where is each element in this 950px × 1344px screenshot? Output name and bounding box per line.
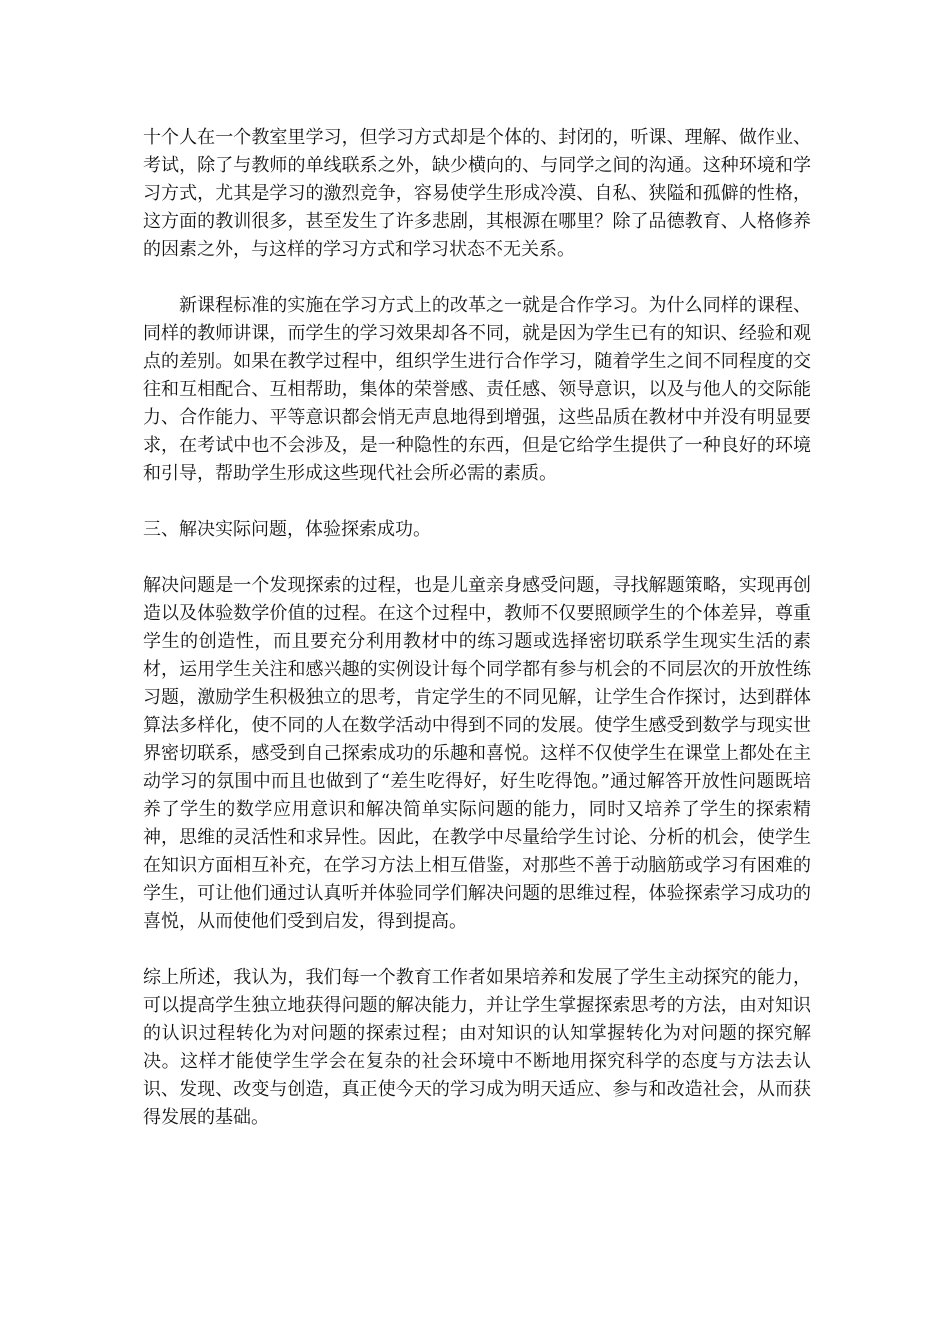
section-heading: 三、解决实际问题，体验探索成功。 <box>143 519 431 540</box>
paragraph-conclusion: 综上所述，我认为，我们每一个教育工作者如果培养和发展了学生主动探究的能力，可以提高学生独立地获得问题的解决能力，并让学生掌握探索思考的方法，由对知识的认识过程转化为对问题的探索过程；由对知识的认知掌握转化为对问题的探究解决。这样才能使学生学会在复杂的社会环境中不断地用探究科学的态度与方法去认识、发现、改变与创造，真正使今天的学习成为明天适应、参与和改造社会，从而获得发展的基础。 <box>143 967 811 1128</box>
paragraph-cooperative-learning: 新课程标准的实施在学习方式上的改革之一就是合作学习。为什么同样的课程、同样的教师讲课，而学生的学习效果却各不同，就是因为学生已有的知识、经验和观点的差别。如果在教学过程中，组织学生进行合作学习，随着学生之间不同程度的交往和互相配合、互相帮助，集体的荣誉感、责任感、领导意识，以及与他人的交际能力、合作能力、平等意识都会悄无声息地得到增强，这些品质在教材中并没有明显要求，在考试中也不会涉及，是一种隐性的东西，但是它给学生提供了一种良好的环境和引导，帮助学生形成这些现代社会所必需的素质。 <box>143 295 811 484</box>
paragraph-problem-solving: 解决问题是一个发现探索的过程，也是儿童亲身感受问题，寻找解题策略，实现再创造以及体验数学价值的过程。在这个过程中，教师不仅要照顾学生的个体差异，尊重学生的创造性，而且要充分利用教材中的练习题或选择密切联系学生现实生活的素材，运用学生关注和感兴趣的实例设计每个同学都有参与机会的不同层次的开放性练习题，激励学生积极独立的思考，肯定学生的不同见解，让学生合作探讨，达到群体算法多样化，使不同的人在数学活动中得到不同的发展。使学生感受到数学与现实世界密切联系，感受到自己探索成功的乐趣和喜悦。这样不仅使学生在课堂上都处在主动学习的氛围中而且也做到了“差生吃得好，好生吃得饱。”通过解答开放性问题既培养了学生的数学应用意识和解决简单实际问题的能力，同时又培养了学生的探索精神，思维的灵活性和求异性。因此，在教学中尽量给学生讨论、分析的机会，使学生在知识方面相互补充，在学习方法上相互借鉴，对那些不善于动脑筋或学习有困难的学生，可让他们通过认真听并体验同学们解决问题的思维过程，体验探索学习成功的喜悦，从而使他们受到启发，得到提高。 <box>143 575 811 932</box>
document-body <box>143 124 811 1160</box>
paragraph-traditional-learning: 十个人在一个教室里学习，但学习方式却是个体的、封闭的，听课、理解、做作业、考试，除了与教师的单线联系之外，缺少横向的、与同学之间的沟通。这种环境和学习方式，尤其是学习的激烈竞争，容易使学生形成冷漠、自私、狭隘和孤僻的性格，这方面的教训很多，甚至发生了许多悲剧，其根源在哪里？除了品德教育、人格修养的因素之外，与这样的学习方式和学习状态不无关系。 <box>143 127 811 260</box>
